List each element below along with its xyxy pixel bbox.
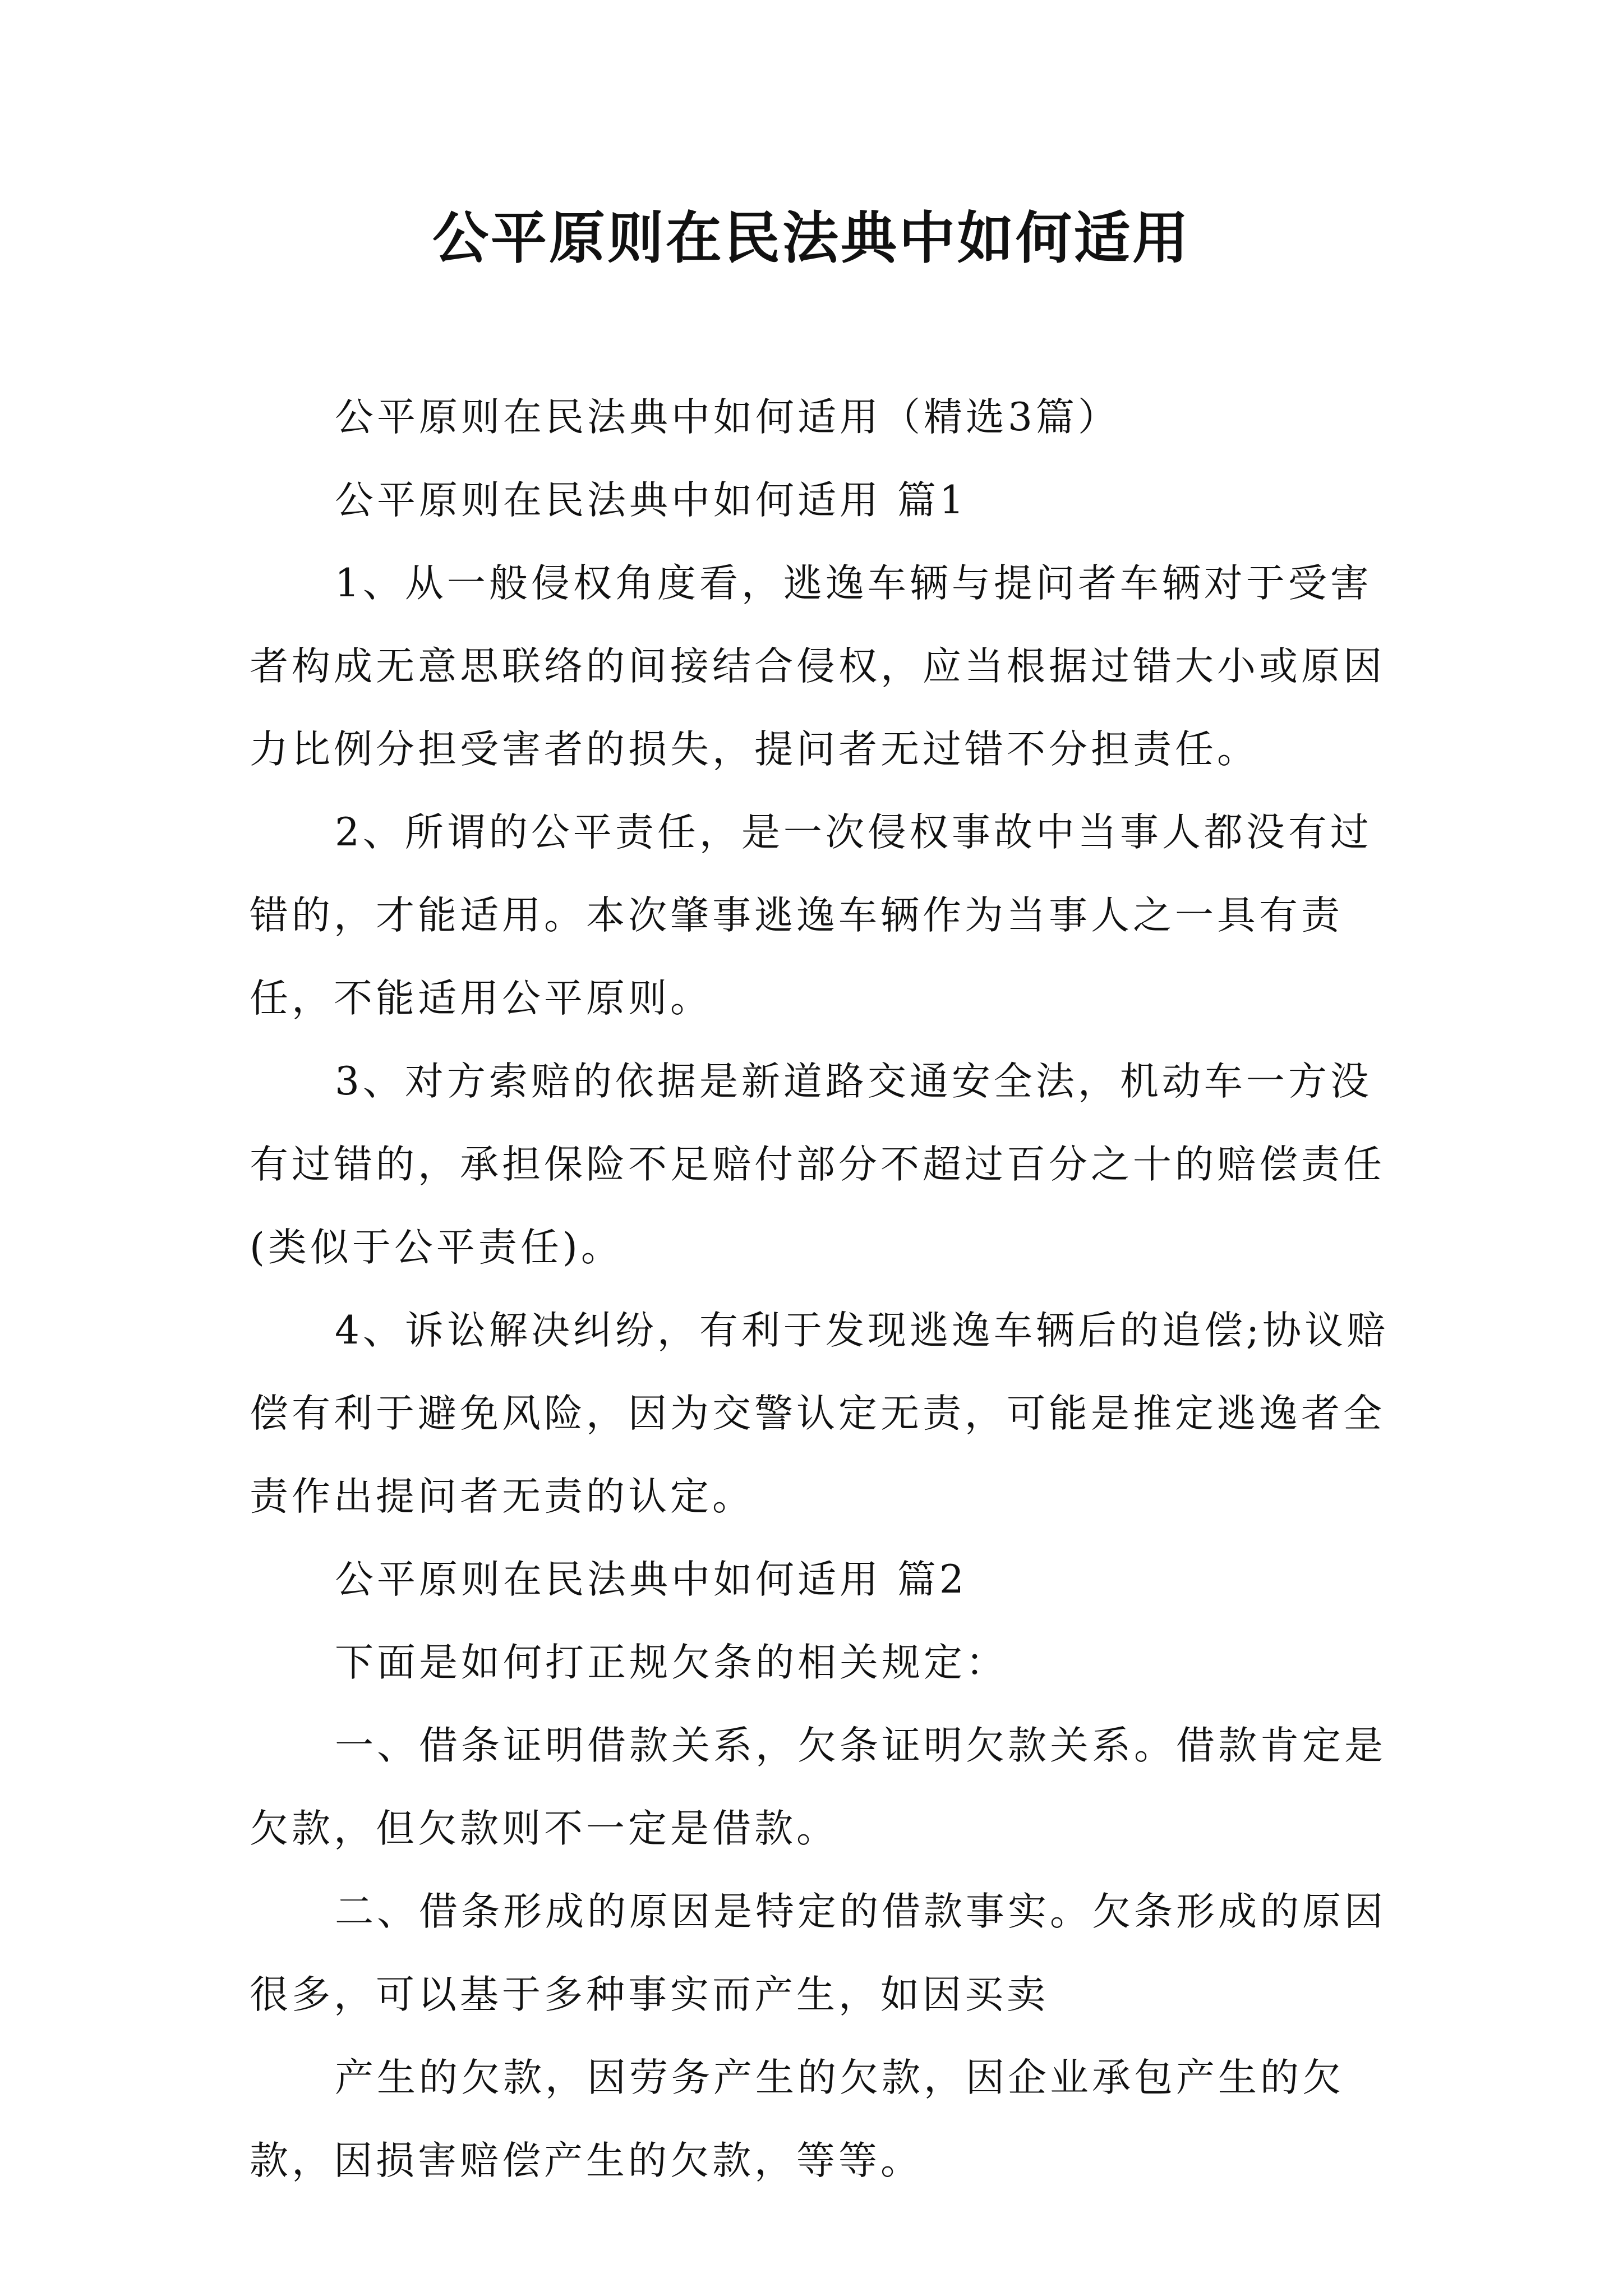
section-heading-2: 公平原则在民法典中如何适用 篇2	[335, 1557, 967, 1602]
paragraph-point-1: 1、从一般侵权角度看，逃逸车辆与提问者车辆对于受害者构成无意思联络的间接结合侵权，应当根据过错大小或原因力比例分担受害者的损失，提问者无过错不分担责任。	[250, 561, 1385, 772]
paragraph-subtitle: 公平原则在民法典中如何适用（精选3篇）	[335, 395, 1120, 440]
paragraph-item-2: 二、借条形成的原因是特定的借款事实。欠条形成的原因很多，可以基于多种事实而产生，如因买卖	[250, 1889, 1386, 2017]
paragraph-point-3: 3、对方索赔的依据是新道路交通安全法，机动车一方没有过错的，承担保险不足赔付部分不超过百分之十的赔偿责任(类似于公平责任)。	[250, 1059, 1385, 1270]
section-heading-1: 公平原则在民法典中如何适用 篇1	[335, 478, 967, 523]
paragraph-point-2: 2、所谓的公平责任，是一次侵权事故中当事人都没有过错的，才能适用。本次肇事逃逸车辆作为当事人之一具有责任，不能适用公平原则。	[250, 810, 1372, 1021]
document-title: 公平原则在民法典中如何适用	[432, 205, 1191, 271]
paragraph-item-2-continued: 产生的欠款，因劳务产生的欠款，因企业承包产生的欠款，因损害赔偿产生的欠款，等等。	[250, 2055, 1344, 2183]
document-body	[250, 376, 1394, 2202]
paragraph-intro: 下面是如何打正规欠条的相关规定：	[335, 1640, 1008, 1685]
paragraph-point-4: 4、诉讼解决纠纷，有利于发现逃逸车辆后的追偿;协议赔偿有利于避免风险，因为交警认定无责，可能是推定逃逸者全责作出提问者无责的认定。	[250, 1308, 1389, 1519]
paragraph-item-1: 一、借条证明借款关系，欠条证明欠款关系。借款肯定是欠款，但欠款则不一定是借款。	[250, 1723, 1386, 1851]
